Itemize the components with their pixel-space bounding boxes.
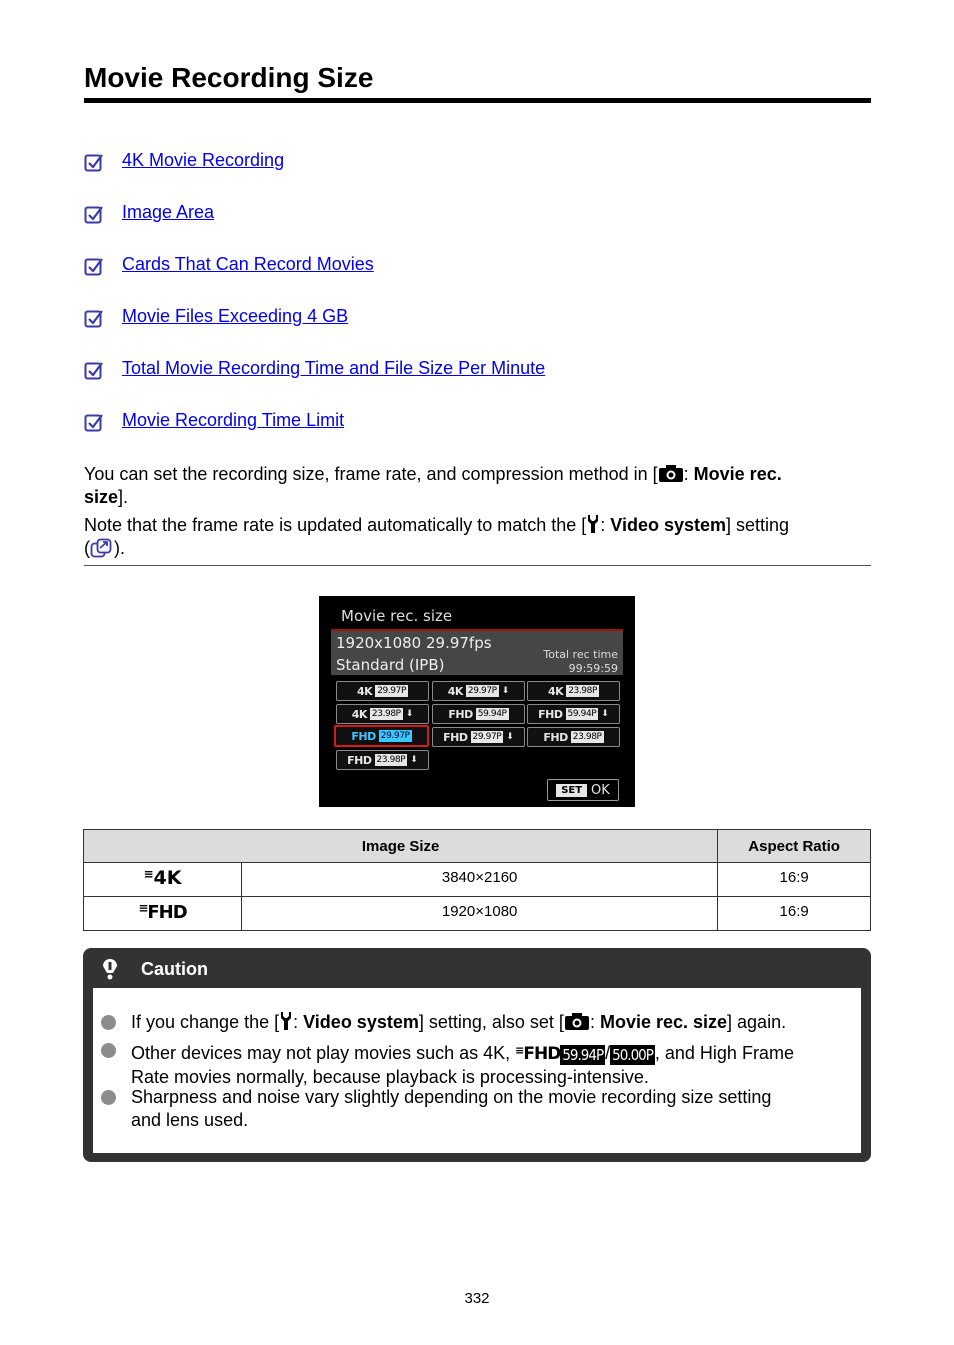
- table-row: [84, 863, 871, 897]
- light-compression-icon: ⬇: [410, 755, 418, 765]
- size-table: [83, 829, 871, 931]
- fhd-icon: ≡FHD: [515, 1044, 561, 1064]
- size-icon-cell: [84, 897, 242, 931]
- caution-item: Sharpness and noise vary slightly depending on the movie recording size setting and lens used.: [131, 1087, 772, 1130]
- light-compression-icon: ⬇: [506, 732, 514, 742]
- caution-item: If you change the [ : Video system] setting, also set [ : Movie rec. size] again.: [131, 1012, 787, 1032]
- size-option[interactable]: 4K 29.97P: [336, 681, 429, 701]
- light-compression-icon: ⬇: [501, 686, 510, 696]
- size-icon-cell: [84, 863, 242, 897]
- divider: [84, 565, 871, 566]
- size-option[interactable]: FHD 59.94P: [432, 704, 525, 724]
- size-option[interactable]: 4K 29.97P ⬇: [432, 681, 525, 701]
- column-header: Image Size: [84, 830, 718, 863]
- wrench-icon: [279, 1011, 293, 1031]
- intro-paragraph-1: You can set the recording size, frame rate, and compression method in [ : Movie rec. size].: [84, 464, 782, 507]
- caution-body: [93, 988, 861, 1153]
- toc-link[interactable]: Movie Recording Time Limit: [122, 410, 345, 430]
- caution-item: Other devices may not play movies such as 4K, ≡FHD 59.94P / 50.00P , and High Frame Rate movies normally, because playback is processing-intensive.: [131, 1043, 794, 1087]
- 4k-icon: ≡4K: [143, 867, 182, 889]
- caution-title: Caution: [141, 959, 208, 979]
- table-cell: 3840×2160: [242, 863, 718, 897]
- total-rec-time-label: Total rec time: [543, 648, 618, 661]
- size-option[interactable]: 4K 23.98P: [527, 681, 620, 701]
- current-size: 1920x1080 29.97fps: [336, 634, 492, 652]
- camera-icon: [564, 1011, 590, 1031]
- camera-icon: [658, 463, 684, 483]
- current-quality: Standard (IPB): [336, 656, 445, 674]
- size-option[interactable]: 4K 23.98P ⬇: [336, 704, 429, 724]
- checklink-icon: [84, 152, 104, 172]
- table-cell: 16:9: [718, 897, 871, 931]
- toc-link[interactable]: 4K Movie Recording: [122, 150, 285, 170]
- column-header: Aspect Ratio: [718, 830, 871, 863]
- set-ok-button[interactable]: SET OK: [547, 779, 619, 801]
- checklink-icon: [84, 412, 104, 432]
- reference-link-icon[interactable]: [90, 538, 114, 558]
- bullet: [101, 1043, 116, 1058]
- caution-icon: [99, 958, 121, 980]
- size-option[interactable]: FHD 23.98P ⬇: [336, 750, 429, 770]
- page-number: 332: [464, 1290, 490, 1307]
- fhd-icon: ≡FHD: [138, 901, 187, 923]
- toc-link[interactable]: Total Movie Recording Time and File Size Per Minute: [122, 358, 546, 378]
- framerate-badge: 59.94P: [562, 1046, 604, 1064]
- size-option-selected[interactable]: FHD 29.97P: [334, 725, 429, 747]
- table-row: [84, 897, 871, 931]
- framerate-badge: 50.00P: [612, 1046, 653, 1064]
- page-title: Movie Recording Size: [84, 60, 871, 103]
- camera-menu-screenshot: [319, 596, 635, 807]
- bullet: [101, 1090, 116, 1105]
- camera-info-panel: [331, 629, 623, 675]
- size-option[interactable]: FHD 23.98P: [527, 727, 620, 747]
- intro-paragraph-2: Note that the frame rate is updated automatically to match the [ : Video system] setting ( ).: [84, 515, 790, 558]
- table-cell: 1920×1080: [242, 897, 718, 931]
- light-compression-icon: ⬇: [405, 709, 414, 719]
- size-option[interactable]: FHD 29.97P ⬇: [432, 727, 525, 747]
- camera-menu-title: Movie rec. size: [341, 607, 453, 625]
- caution-box: [83, 948, 871, 1162]
- toc-link[interactable]: Cards That Can Record Movies: [122, 254, 374, 274]
- checklink-icon: [84, 204, 104, 224]
- checklink-icon: [84, 308, 104, 328]
- toc-link[interactable]: Image Area: [122, 202, 215, 222]
- table-cell: 16:9: [718, 863, 871, 897]
- checklink-icon: [84, 256, 104, 276]
- wrench-icon: [586, 514, 600, 534]
- total-rec-time-value: 99:59:59: [568, 662, 618, 675]
- light-compression-icon: ⬇: [601, 709, 609, 719]
- table-header-row: [84, 830, 871, 863]
- bullet: [101, 1015, 116, 1030]
- checklink-icon: [84, 360, 104, 380]
- toc-link[interactable]: Movie Files Exceeding 4 GB: [122, 306, 349, 326]
- size-option[interactable]: FHD 59.94P ⬇: [527, 704, 620, 724]
